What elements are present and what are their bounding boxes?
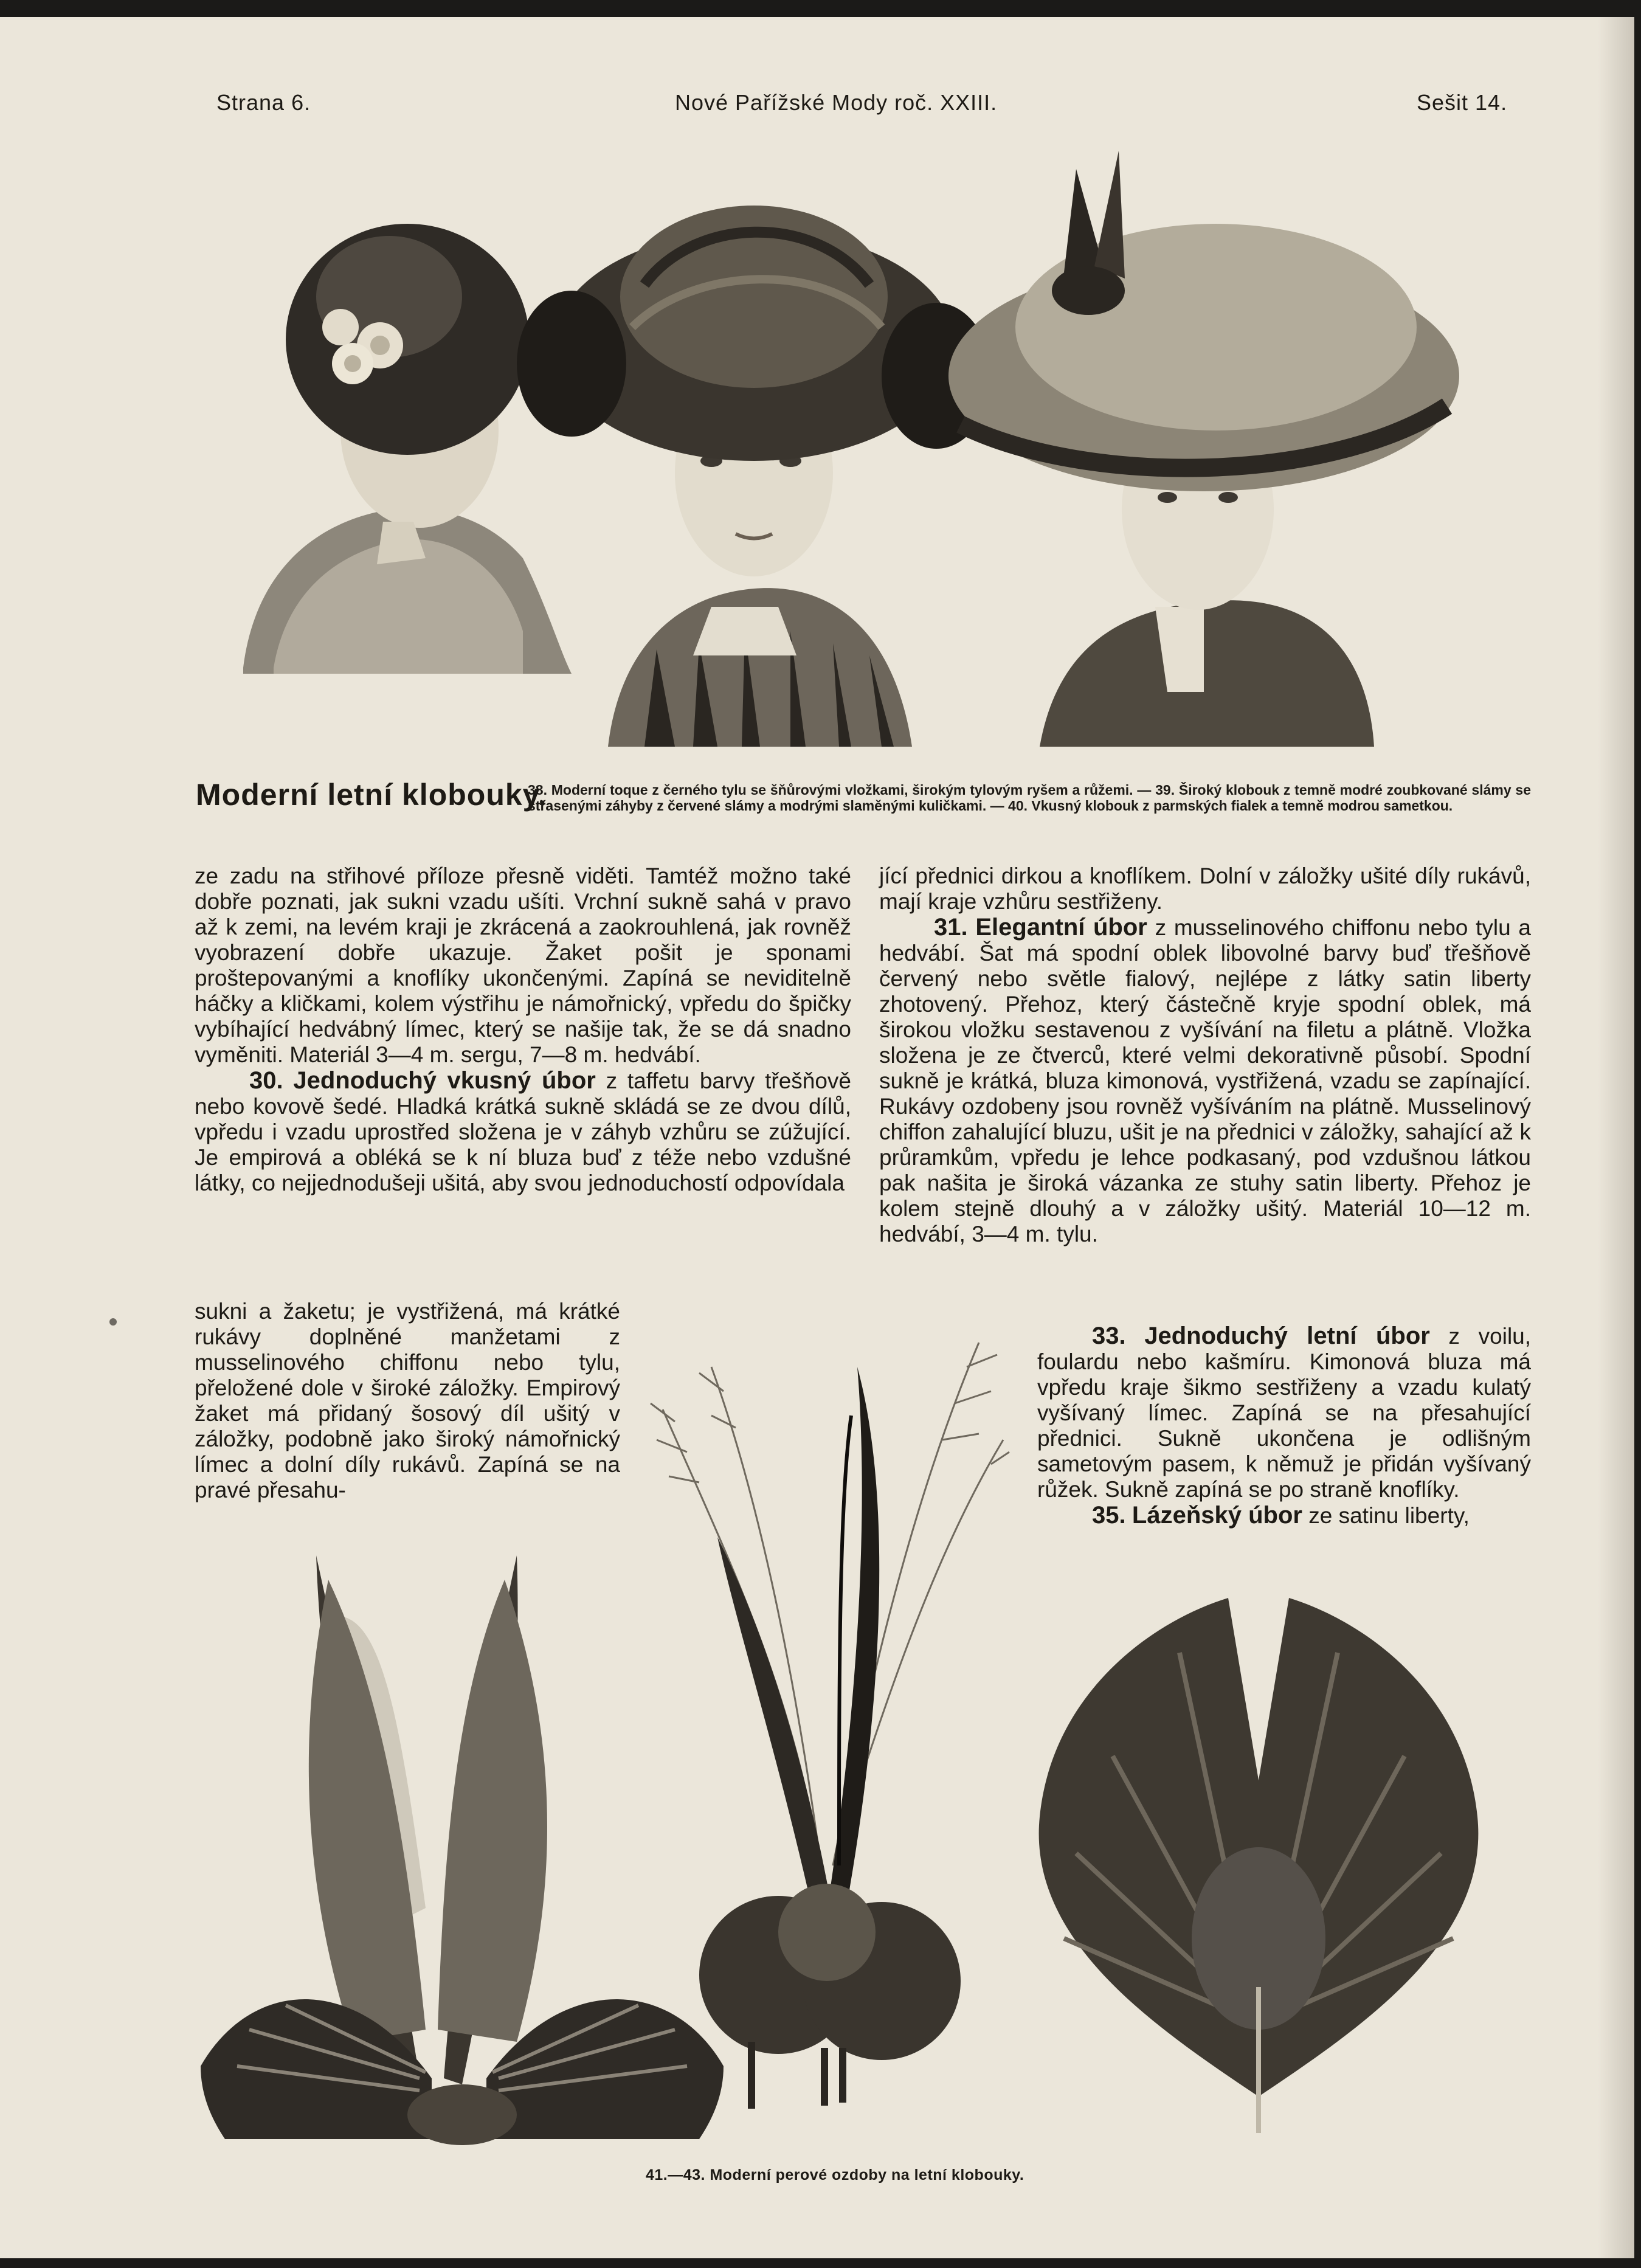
section-number-33: 33. (1092, 1322, 1126, 1349)
paragraph-33 (1037, 1323, 1531, 1502)
paragraph-35 (1037, 1502, 1531, 1529)
paragraph-continuation: ze zadu na střihové příloze přesně viděti. Tamtéž možno také dobře poznati, jak sukni vzadu ušíti. Vrchní sukně sahá v pravo až k zemi, na levém kraji je zkrácená a zaokrouhlená, jak rovněž vyobrazení dobře ukazuje. Žaket pošit je sponami proštepovanými a knoflíky ukončenými. Zapíná se neviditelně háčky a kličkami, kolem výstřihu je námořnický, vpředu do špičky vybíhající hedvábný límec, který se našije tak, že se dá snadno vyměniti. Materiál 3—4 m. sergu, 7—8 m. hedvábí. (195, 863, 851, 1067)
feather-ornament-fan (1028, 1598, 1490, 2133)
paragraph-30-end: jící přednici dirkou a knoflíkem. Dolní v záložky ušité díly rukávů, mají kraje vzhůru sestřiženy. (879, 863, 1531, 914)
section-body-30: z taffetu barvy třešňově nebo kovově šedé. Hladká krátká sukně skládá se ze dvou dílů, vpředu i vzadu uprostřed složena je v záhyb vzhůru se zúžující. Je empirová a obléká se k ní bluza buď z téže nebo vzdušné látky, co nejjednodušeji ušitá, aby svou jednoduchostí odpovídala (195, 1068, 851, 1195)
paragraph-31 (879, 914, 1531, 1247)
toque-hat-figure (243, 224, 572, 674)
section-body-33: z voilu, foulardu nebo kašmíru. Kimonová bluza má vpředu kraje šikmo sestřiženy a vzadu kulatý vyšívaný límec. Zapíná se na přesahující přednici. Sukně ukončena je odlišným sametovým pasem, k němuž je přidán vyšívaný růžek. Sukně zapíná se po straně knoflíky. (1037, 1324, 1532, 1502)
caption-text: 38. Moderní toque z černého tylu se šňůrovými vložkami, širokým tylovým ryšem a růžemi. — 39. Široký klobouk z temně modré zoubkované slámy se střasenými záhyby z červené slámy a modrými slaměnými kuličkami. — 40. Vkusný klobouk z parmských fialek a temně modrou sametkou. (528, 782, 1531, 814)
paragraph-30-continued: sukni a žaketu; je vystřižená, má krátké rukávy doplněné manžetami z musselinového chiffonu nebo tylu, přeložené dole v široké záložky. Empirový žaket má přidaný šosový díl ušitý v záložky, podobně jako široký námořnický límec a dolní díly rukávů. Zapíná se na pravé přesahu- (195, 1299, 620, 1502)
section-title-31: Elegantní úbor (975, 914, 1147, 941)
right-column-text (879, 863, 1531, 1247)
floral-hat-figure (948, 151, 1459, 747)
left-column-text (195, 863, 851, 1196)
section-title-35: Lázeňský úbor (1131, 1502, 1302, 1529)
section-title-30: Jednoduchý vkusný úbor (293, 1067, 596, 1094)
magazine-title: Nové Pařížské Mody roč. XXIII. (675, 90, 998, 115)
wide-hat-figure (517, 206, 991, 747)
section-body-35: ze satinu liberty, (1308, 1503, 1470, 1528)
figure-caption: 41.—43. Moderní perové ozdoby na letní klobouky. (646, 2166, 1024, 2183)
paragraph-30 (195, 1068, 851, 1196)
page-number: Strana 6. (216, 90, 311, 115)
hats-illustration (231, 145, 1496, 753)
right-column-wrap-text (1037, 1323, 1531, 1529)
section-number-35: 35. (1092, 1502, 1126, 1529)
section-number-30: 30. (249, 1067, 283, 1094)
caption-title: Moderní letní klobouky. (196, 778, 547, 812)
left-column-wrap-text (195, 1299, 620, 1503)
magazine-page (0, 17, 1634, 2258)
section-number-31: 31. (934, 914, 968, 941)
section-body-31: z musselinového chiffonu nebo tylu a hedvábí. Šat má spodní oblek libovolné barvy buď třešňově červený nebo světle fialový, nejlépe z látky satin liberty zhotovený. Přehoz, který částečně kryje spodní oblek, má širokou vložku sestavenou z vyšívání na filetu a plátně. Vložka složena je ze čtverců, které velmi dekorativně působí. Spodní sukně je krátká, bluza kimonová, vystřižená, vzadu se zapínající. Rukávy ozdobeny jsou rovněž vyšíváním na plátně. Musselinový chiffon zahalující bluzu, ušit je na přednici v záložky, sahající až k průramkům, vpředu je lehce podkasaný, pod vzdušnou látkou pak našita je široká vázanka ze stuhy satin liberty. Přehoz je kolem stejně dlouhý a v záložky ušitý. Materiál 10—12 m. hedvábí, 3—4 m. tylu. (879, 915, 1532, 1246)
issue-number: Sešit 14. (1417, 90, 1508, 115)
margin-mark (109, 1318, 117, 1326)
section-title-33: Jednoduchý letní úbor (1144, 1322, 1430, 1349)
feather-ornament-aigrette (638, 1318, 1015, 2109)
